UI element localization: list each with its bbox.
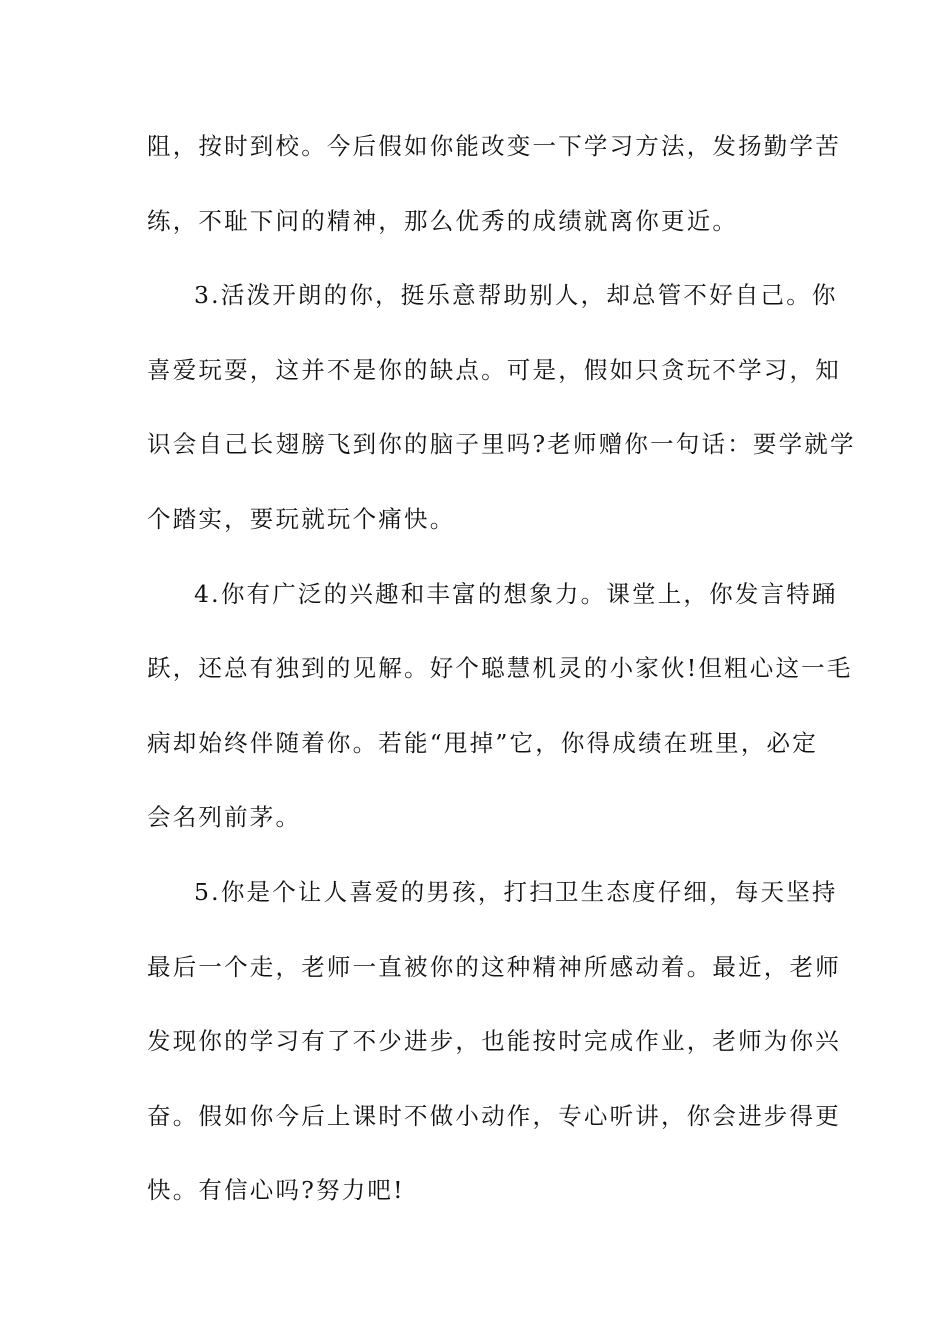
paragraph-3-start: 3.活泼开朗的你，挺乐意帮助别人，却总管不好自己。你 — [194, 281, 838, 310]
text-line: 会名列前茅。 — [147, 803, 302, 832]
text-line: 识会自己长翅膀飞到你的脑子里吗?老师赠你一句话：要学就学 — [147, 430, 856, 459]
text-line: 个踏实，要玩就玩个痛快。 — [147, 504, 456, 533]
text-line: 发现你的学习有了不少进步，也能按时完成作业，老师为你兴 — [147, 1027, 841, 1056]
text-line: 跃，还总有独到的见解。好个聪慧机灵的小家伙!但粗心这一毛 — [147, 654, 853, 683]
text-line: 快。有信心吗?努力吧! — [147, 1176, 405, 1205]
paragraph-4-start: 4.你有广泛的兴趣和丰富的想象力。课堂上，你发言特踊 — [194, 579, 838, 608]
paragraph-5-start: 5.你是个让人喜爱的男孩，打扫卫生态度仔细，每天坚持 — [194, 877, 838, 906]
text-line: 病却始终伴随着你。若能“甩掉”它，你得成绩在班里，必定 — [147, 728, 818, 757]
text-line: 喜爱玩耍，这并不是你的缺点。可是，假如只贪玩不学习，知 — [147, 355, 841, 384]
text-line: 阻，按时到校。今后假如你能改变一下学习方法，发扬勤学苦 — [147, 132, 841, 160]
document-body — [147, 126, 856, 1245]
text-line: 奋。假如你今后上课时不做小动作，专心听讲，你会进步得更 — [147, 1101, 841, 1130]
text-line: 最后一个走，老师一直被你的这种精神所感动着。最近，老师 — [147, 952, 841, 981]
text-line: 练，不耻下问的精神，那么优秀的成绩就离你更近。 — [147, 206, 739, 235]
